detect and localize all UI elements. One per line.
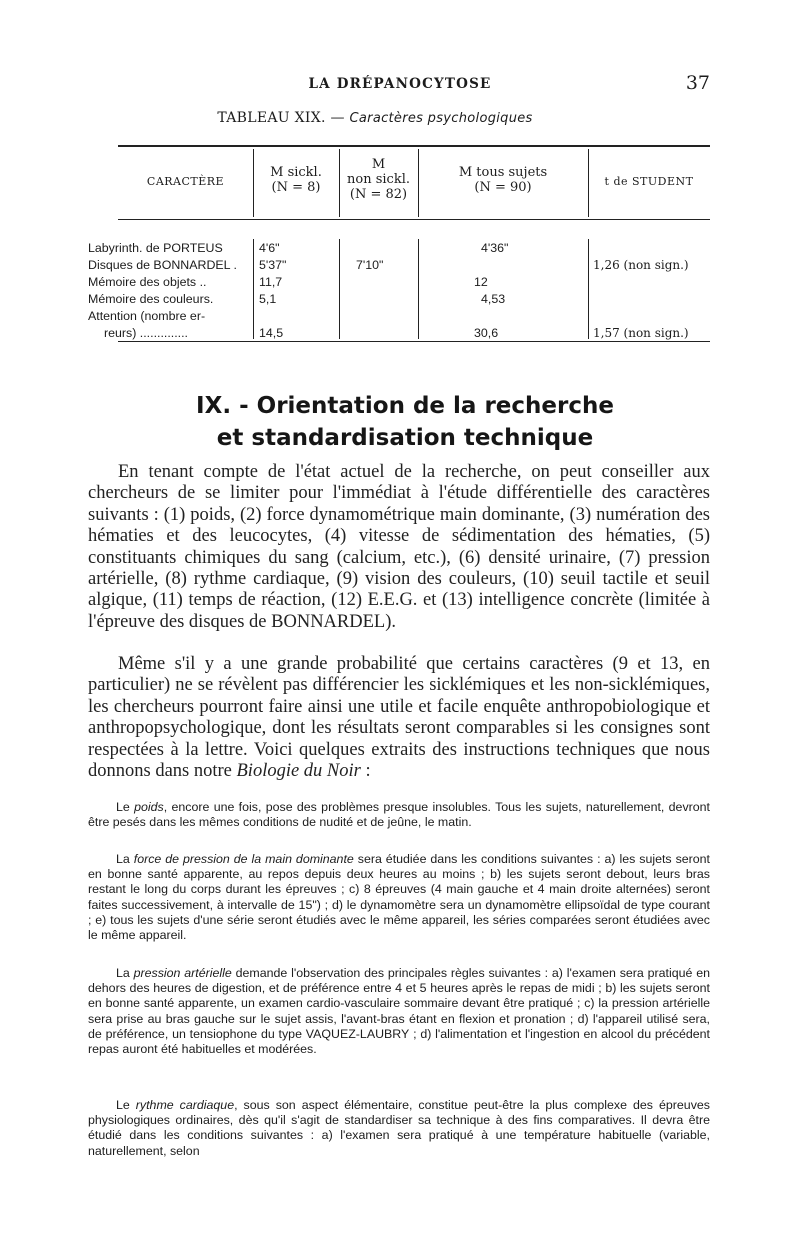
running-header bbox=[90, 74, 710, 96]
data-table bbox=[88, 143, 710, 343]
cell-t-student: 1,26 (non sign.) bbox=[593, 258, 689, 272]
device-name: VAQUEZ-LAUBRY bbox=[305, 1026, 410, 1041]
cell-m-sickl: 14,5 bbox=[259, 326, 284, 340]
cell-m-tous: 4'36" bbox=[481, 241, 509, 255]
cell-m-sickl: 11,7 bbox=[259, 275, 283, 289]
cell-m-tous: 4,53 bbox=[481, 292, 506, 306]
header-caractere: CARACTÈRE bbox=[146, 175, 225, 188]
section-heading-line1: IX. - Orientation de la recherche bbox=[196, 393, 614, 419]
instruction-text: , encore une fois, pose des problèmes presque insolubles. Tous les sujets, naturellement, devront être pesés dans les mêmes conditions de nudité et de jeûne, le matin. bbox=[88, 800, 710, 830]
cell-caractere: Disques de BONNARDEL . bbox=[88, 258, 237, 272]
instruction-rythme-cardiaque bbox=[88, 1098, 710, 1159]
instruction-term: poids bbox=[134, 800, 164, 814]
cell-m-tous: 30,6 bbox=[474, 326, 499, 340]
cell-caractere: Labyrinth. de PORTEUS bbox=[88, 241, 223, 255]
cell-caractere: Mémoire des couleurs. bbox=[88, 292, 214, 306]
cell-m-tous: 12 bbox=[474, 275, 488, 289]
section-heading-line2: et standardisation technique bbox=[216, 425, 594, 451]
instruction-lead: Le bbox=[116, 800, 135, 814]
cell-caractere: Attention (nombre er- bbox=[88, 309, 206, 323]
cell-caractere: Mémoire des objets .. bbox=[88, 275, 207, 289]
col-divider bbox=[588, 239, 589, 339]
header-m-sickl-line1: M sickl. bbox=[270, 165, 322, 180]
paragraph-2-text bbox=[88, 654, 710, 782]
cell-caractere: reurs) .............. bbox=[104, 326, 188, 340]
header-m-tous-line1: M tous sujets bbox=[458, 165, 548, 180]
instruction-term: force de pression de la main dominante bbox=[133, 852, 354, 866]
book-title: Biologie du Noir bbox=[236, 761, 361, 782]
instruction-text: , sous son aspect élémentaire, constitue peut-être la plus complexe des épreuves physiologiques ordinaires, dès qu'il s'agit de standardiser sa technique à des fins comparatives. Il devra être étudié dans les conditions suivantes : a) l'examen sera pratiqué à une température habituelle (variable, naturellement, selon bbox=[88, 1098, 710, 1158]
instruction-lead: Le bbox=[116, 1098, 136, 1112]
table-top-rule bbox=[118, 145, 710, 147]
instruction-force-pression bbox=[88, 852, 710, 943]
header-m-non-sickl bbox=[339, 157, 418, 202]
section-heading bbox=[120, 390, 690, 454]
header-m-non-line2: non sickl. bbox=[347, 172, 410, 187]
table-caption bbox=[90, 110, 660, 126]
paragraph-1-text: En tenant compte de l'état actuel de la recherche, on peut conseiller aux chercheurs de se limiter pour l'immédiat à l'étude différentielle des caractères suivants : (1) poids, (2) force dynamométrique main dominante, (3) numération des hématies et des leucocytes, (4) vitesse de sédimentation des hématies, (5) constituants chimiques du sang (calcium, etc.), (6) densité urinaire, (7) pression artérielle, (8) rythme cardiaque, (9) vision des couleurs, (10) seuil tactile et seuil algique, (11) temps de réaction, (12) E.E.G. et (13) intelligence concrète (limitée à l'épreuve des disques de BONNARDEL). bbox=[88, 462, 710, 632]
instruction-lead: La bbox=[116, 966, 134, 980]
cell-m-sickl: 5,1 bbox=[259, 292, 277, 306]
page-number: 37 bbox=[685, 72, 710, 94]
header-t-student: t de STUDENT bbox=[604, 175, 694, 188]
col-divider bbox=[339, 239, 340, 339]
instruction-pression-arterielle bbox=[88, 966, 710, 1057]
instruction-term: rythme cardiaque bbox=[135, 1098, 235, 1112]
running-title: LA DRÉPANOCYTOSE bbox=[308, 76, 492, 92]
header-m-tous-line2: (N = 90) bbox=[474, 180, 532, 195]
instruction-poids bbox=[88, 800, 710, 830]
cell-t-student: 1,57 (non sign.) bbox=[593, 326, 689, 340]
instruction-text: sera étudiée dans les conditions suivantes : a) les sujets seront en bonne santé apparente, au repos depuis deux heures au moins ; b) les sujets seront debout, leurs bras restant le long du corps durant les épreuves ; c) 8 épreuves (4 main gauche et 4 main droite alternées) seront faites successivement, à intervalle de 15") ; d) le dynamomètre sera un dynamomètre ellipsoïdal de type courant ; e) tous les sujets d'une série seront étudiés avec le même appareil, les séries comparées seront étudiées avec le même appareil. bbox=[88, 852, 711, 943]
paragraph-2 bbox=[88, 654, 710, 782]
header-m-tous bbox=[418, 165, 588, 195]
table-header-rule bbox=[118, 219, 710, 220]
col-divider bbox=[253, 239, 254, 339]
instruction-text: demande l'observation des principales règles suivantes : a) l'examen sera pratiqué en dehors des heures de digestion, et de préférence entre 4 et 5 heures après le repas de midi ; b) les sujets seront en bonne santé apparente, un examen cardio-vasculaire sommaire devant être pratiqué ; c) la pression artérielle sera prise au bras gauche sur le sujet assis, l'avant-bras étant en flexion et pronation ; d) l'appareil utilisé sera, de préférence, un tensiophone du type bbox=[88, 966, 711, 1041]
cell-m-sickl: 5'37" bbox=[259, 258, 287, 272]
header-m-non-line1: M bbox=[371, 157, 386, 172]
col-divider bbox=[418, 239, 419, 339]
instruction-term: pression artérielle bbox=[133, 966, 232, 980]
table-bottom-rule bbox=[118, 341, 710, 342]
cell-m-non: 7'10" bbox=[356, 258, 384, 272]
instruction-lead: La bbox=[116, 852, 134, 866]
cell-m-sickl: 4'6" bbox=[259, 241, 280, 255]
header-m-sickl bbox=[253, 165, 339, 195]
paragraph-1 bbox=[88, 462, 710, 633]
header-m-sickl-line2: (N = 8) bbox=[271, 180, 321, 195]
table-caption-title: Caractères psychologiques bbox=[349, 111, 533, 126]
paragraph-2-start: Même s'il y a une grande probabilité que certains caractères (9 et 13, en particulier) ne se révèlent pas différencier les sicklémiques et les non-sicklémiques, les chercheurs pourront faire ainsi une utile et facile enquête anthropobiologique et anthropopsychologique, dont les résultats seront comparables si les consignes sont respectées à la lettre. Voici quelques extraits des instructions techniques que nous donnons dans notre bbox=[88, 654, 710, 782]
header-m-non-line3: (N = 82) bbox=[349, 187, 408, 202]
paragraph-2-end: : bbox=[360, 761, 371, 782]
table-caption-prefix: TABLEAU XIX. — bbox=[217, 110, 350, 126]
instruction-text-end: ; d) l'alimentation et l'ingestion en alcool du précédent repas auront été habituelles et modérées. bbox=[88, 1026, 710, 1057]
